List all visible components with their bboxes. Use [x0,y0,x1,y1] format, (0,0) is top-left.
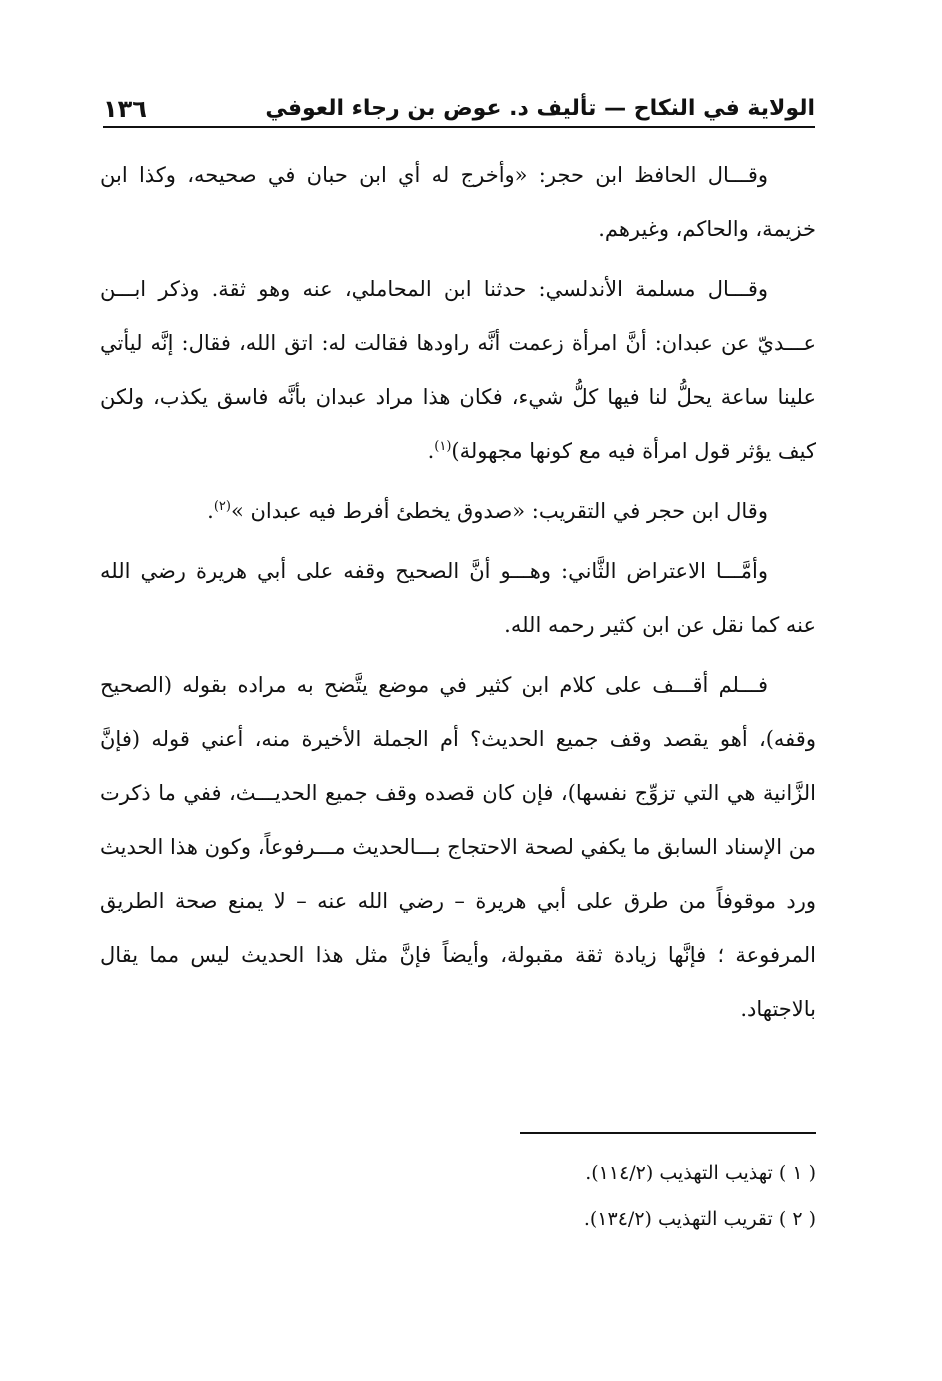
paragraph: وأمَّـــا الاعتراض الثَّاني: وهـــو أنَّ الصحيح وقفه على أبي هريرة رضي الله عنه كما نقل عن ابن كثير رحمه الله. [100,559,816,637]
page-header [103,86,815,128]
page-number: ١٣٦ [103,95,147,123]
main-text [100,148,816,1036]
paragraph: فـــلم أقـــف على كلام ابن كثير في موضع يتَّضح به مراده بقوله (الصحيح وقفه)، أهو يقصد وقف جميع الحديث؟ أم الجملة الأخيرة منه، أعني قوله (فإنَّ الزَّانية هي التي تزوِّج نفسها)، فإن كان قصده وقف جميع الحديـــث، ففي ما ذكرت من الإسناد السابق ما يكفي لصحة الاحتجاج بـــالحديث مـــرفوعاً، وكون هذا الحديث ورد موقوفاً من طرق على أبي هريرة – رضي الله عنه – لا يمنع صحة الطريق المرفوعة ؛ فإنَّها زيادة ثقة مقبولة، وأيضاً فإنَّ مثل هذا الحديث ليس مما يقال بالاجتهاد. [100,673,816,1021]
footnote-ref: (١) [434,439,452,454]
paragraph: وقـــال مسلمة الأندلسي: حدثنا ابن المحاملي، عنه وهو ثقة. وذكر ابـــن عـــديّ عن عبدان: أنَّ امرأة زعمت أنَّه راودها فقالت له: اتق الله، فقال: إنَّه ليأتي علينا ساعة يحلُّ لنا فيها كلُّ شيء، فكان هذا مراد عبدان بأنَّه فاسق يكذب، ولكن كيف يؤثر قول امرأة فيه مع كونها مجهولة)$^{(١)}$. [100,277,816,463]
paragraph: وقـــال الحافظ ابن حجر: «وأخرج له أي ابن حبان في صحيحه، وكذا ابن خزيمة، والحاكم، وغيرهم. [100,163,816,241]
running-title: الولاية في النكاح — تأليف د. عوض بن رجاء العوفي [265,96,815,121]
footnote: ( ٢ ) تقريب التهذيب (١٣٤/٢). [583,1208,816,1230]
footnote-ref: (٢) [213,499,231,514]
footnote: ( ١ ) تهذيب التهذيب (١١٤/٢). [585,1162,816,1184]
paragraph: وقال ابن حجر في التقريب: «صدوق يخطئ أفرط فيه عبدان »$^{(٢)}$. [207,499,768,523]
footnotes [300,1150,816,1242]
footnote-separator [520,1132,816,1134]
